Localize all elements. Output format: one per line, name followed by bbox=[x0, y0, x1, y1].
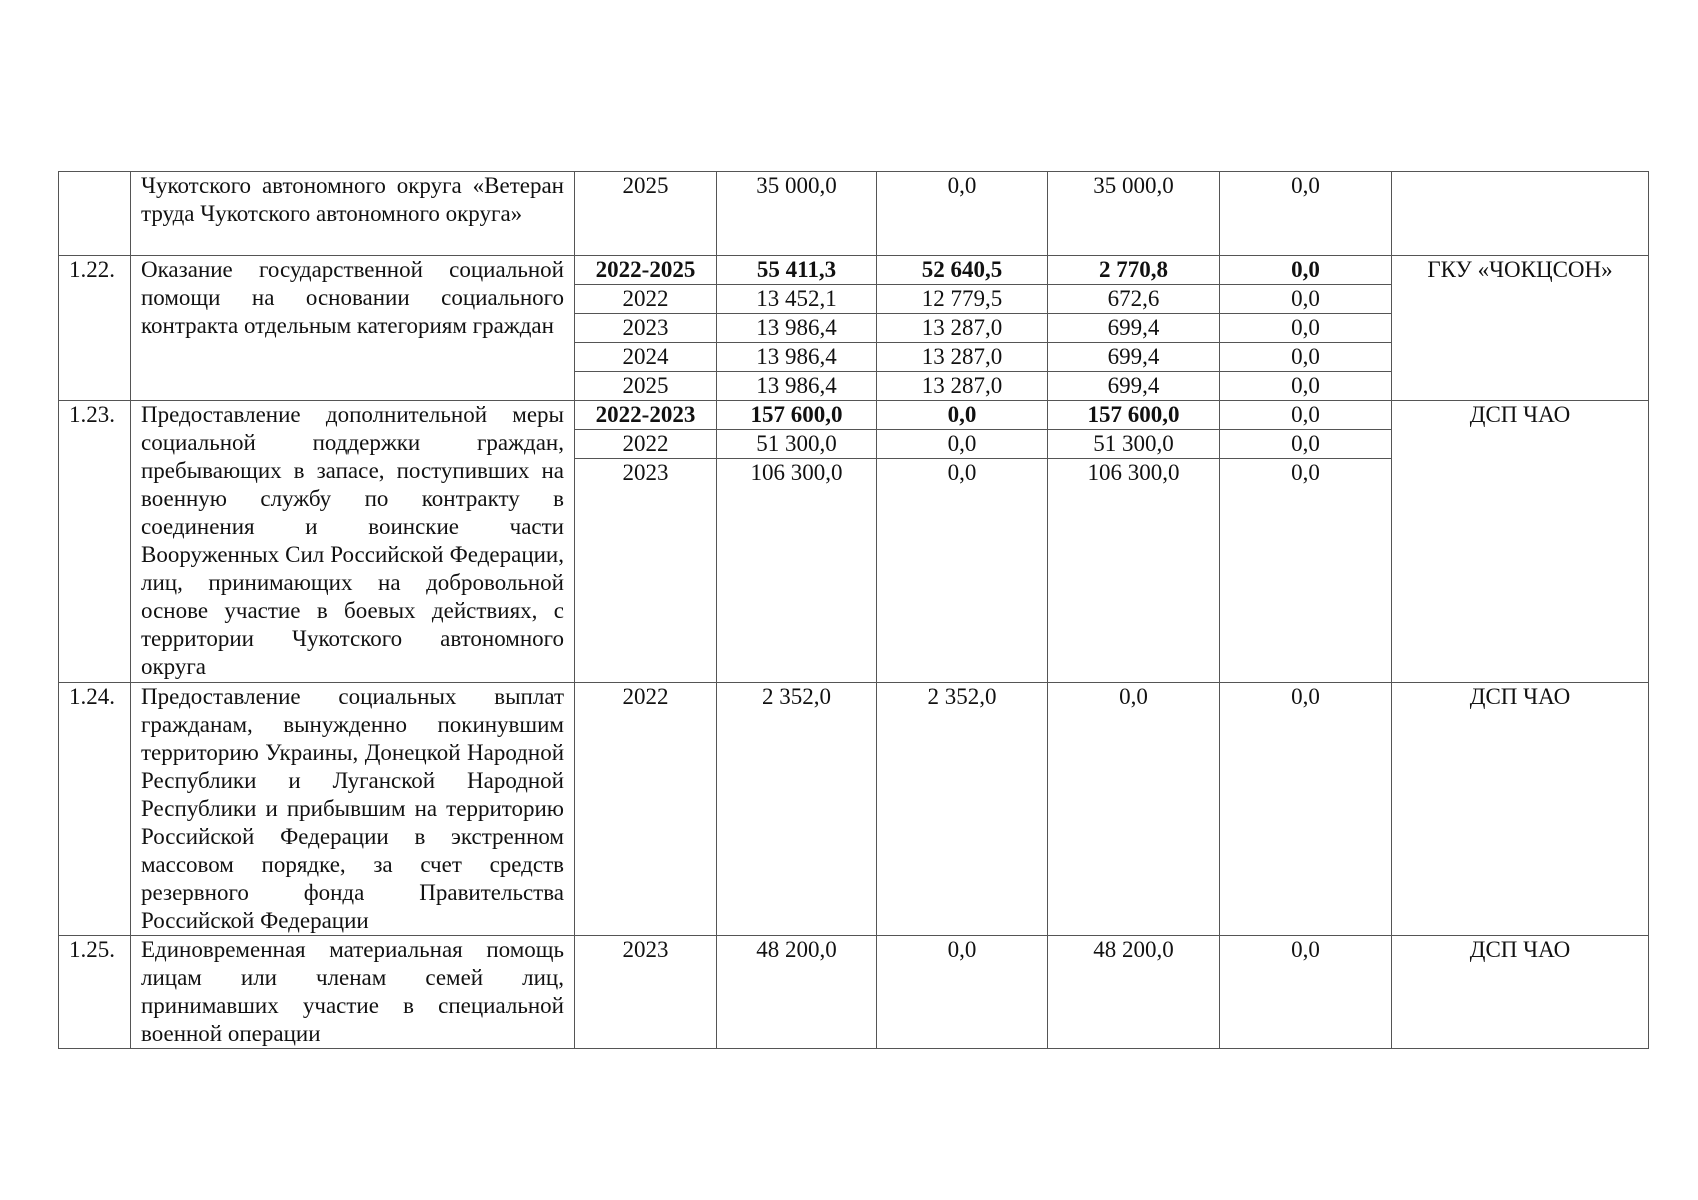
regional-cell: 672,6 bbox=[1048, 285, 1220, 314]
year-cell: 2022-2023 bbox=[575, 401, 717, 430]
total-cell: 48 200,0 bbox=[717, 936, 877, 1049]
other-cell: 0,0 bbox=[1220, 343, 1392, 372]
year-cell: 2023 bbox=[575, 936, 717, 1049]
table-row bbox=[59, 401, 1649, 430]
other-cell: 0,0 bbox=[1220, 683, 1392, 936]
item-number: 1.23. bbox=[59, 401, 131, 683]
federal-cell: 0,0 bbox=[877, 936, 1048, 1049]
year-cell: 2024 bbox=[575, 343, 717, 372]
federal-cell: 0,0 bbox=[877, 459, 1048, 683]
other-cell: 0,0 bbox=[1220, 172, 1392, 256]
total-cell: 13 986,4 bbox=[717, 343, 877, 372]
federal-cell: 13 287,0 bbox=[877, 372, 1048, 401]
other-cell: 0,0 bbox=[1220, 430, 1392, 459]
federal-cell: 2 352,0 bbox=[877, 683, 1048, 936]
other-cell: 0,0 bbox=[1220, 459, 1392, 683]
year-cell: 2025 bbox=[575, 172, 717, 256]
federal-cell: 0,0 bbox=[877, 401, 1048, 430]
table-row bbox=[59, 256, 1649, 285]
year-cell: 2022 bbox=[575, 285, 717, 314]
regional-cell: 35 000,0 bbox=[1048, 172, 1220, 256]
table-row bbox=[59, 172, 1649, 256]
item-description: Предоставление дополнительной меры социальной поддержки граждан, пребывающих в запасе, поступивших на военную службу по контракту в соединения и воинские части Вооруженных Сил Российской Федерации, лиц, принимающих на добровольной основе участие в боевых действиях, с территории Чукотского автономного округа bbox=[131, 401, 575, 683]
table-row bbox=[59, 936, 1649, 1049]
total-cell: 2 352,0 bbox=[717, 683, 877, 936]
total-cell: 13 986,4 bbox=[717, 314, 877, 343]
regional-cell: 2 770,8 bbox=[1048, 256, 1220, 285]
total-cell: 35 000,0 bbox=[717, 172, 877, 256]
federal-cell: 52 640,5 bbox=[877, 256, 1048, 285]
other-cell: 0,0 bbox=[1220, 314, 1392, 343]
total-cell: 157 600,0 bbox=[717, 401, 877, 430]
year-cell: 2022 bbox=[575, 430, 717, 459]
other-cell: 0,0 bbox=[1220, 372, 1392, 401]
federal-cell: 0,0 bbox=[877, 172, 1048, 256]
federal-cell: 0,0 bbox=[877, 430, 1048, 459]
year-cell: 2023 bbox=[575, 459, 717, 683]
federal-cell: 13 287,0 bbox=[877, 343, 1048, 372]
other-cell: 0,0 bbox=[1220, 401, 1392, 430]
item-number: 1.24. bbox=[59, 683, 131, 936]
federal-cell: 12 779,5 bbox=[877, 285, 1048, 314]
executor-cell bbox=[1392, 172, 1649, 256]
year-cell: 2025 bbox=[575, 372, 717, 401]
executor-cell: ДСП ЧАО bbox=[1392, 936, 1649, 1049]
total-cell: 106 300,0 bbox=[717, 459, 877, 683]
regional-cell: 106 300,0 bbox=[1048, 459, 1220, 683]
item-number bbox=[59, 172, 131, 256]
total-cell: 13 452,1 bbox=[717, 285, 877, 314]
year-cell: 2022 bbox=[575, 683, 717, 936]
total-cell: 55 411,3 bbox=[717, 256, 877, 285]
regional-cell: 699,4 bbox=[1048, 372, 1220, 401]
regional-cell: 157 600,0 bbox=[1048, 401, 1220, 430]
item-description: Единовременная материальная помощь лицам или членам семей лиц, принимавших участие в специальной военной операции bbox=[131, 936, 575, 1049]
year-cell: 2023 bbox=[575, 314, 717, 343]
program-table bbox=[58, 171, 1649, 1049]
executor-cell: ДСП ЧАО bbox=[1392, 683, 1649, 936]
other-cell: 0,0 bbox=[1220, 936, 1392, 1049]
item-description: Чукотского автономного округа «Ветеран труда Чукотского автономного округа» bbox=[131, 172, 575, 256]
federal-cell: 13 287,0 bbox=[877, 314, 1048, 343]
regional-cell: 699,4 bbox=[1048, 343, 1220, 372]
item-description: Предоставление социальных выплат гражданам, вынужденно покинувшим территорию Украины, Донецкой Народной Республики и Луганской Народной Республики и прибывшим на территорию Российской Федерации в экстренном массовом порядке, за счет средств резервного фонда Правительства Российской Федерации bbox=[131, 683, 575, 936]
table-row bbox=[59, 683, 1649, 936]
item-number: 1.25. bbox=[59, 936, 131, 1049]
total-cell: 51 300,0 bbox=[717, 430, 877, 459]
regional-cell: 51 300,0 bbox=[1048, 430, 1220, 459]
other-cell: 0,0 bbox=[1220, 256, 1392, 285]
regional-cell: 0,0 bbox=[1048, 683, 1220, 936]
item-description: Оказание государственной социальной помощи на основании социального контракта отдельным категориям граждан bbox=[131, 256, 575, 401]
total-cell: 13 986,4 bbox=[717, 372, 877, 401]
other-cell: 0,0 bbox=[1220, 285, 1392, 314]
regional-cell: 699,4 bbox=[1048, 314, 1220, 343]
executor-cell: ГКУ «ЧОКЦСОН» bbox=[1392, 256, 1649, 401]
regional-cell: 48 200,0 bbox=[1048, 936, 1220, 1049]
item-number: 1.22. bbox=[59, 256, 131, 401]
year-cell: 2022-2025 bbox=[575, 256, 717, 285]
executor-cell: ДСП ЧАО bbox=[1392, 401, 1649, 683]
